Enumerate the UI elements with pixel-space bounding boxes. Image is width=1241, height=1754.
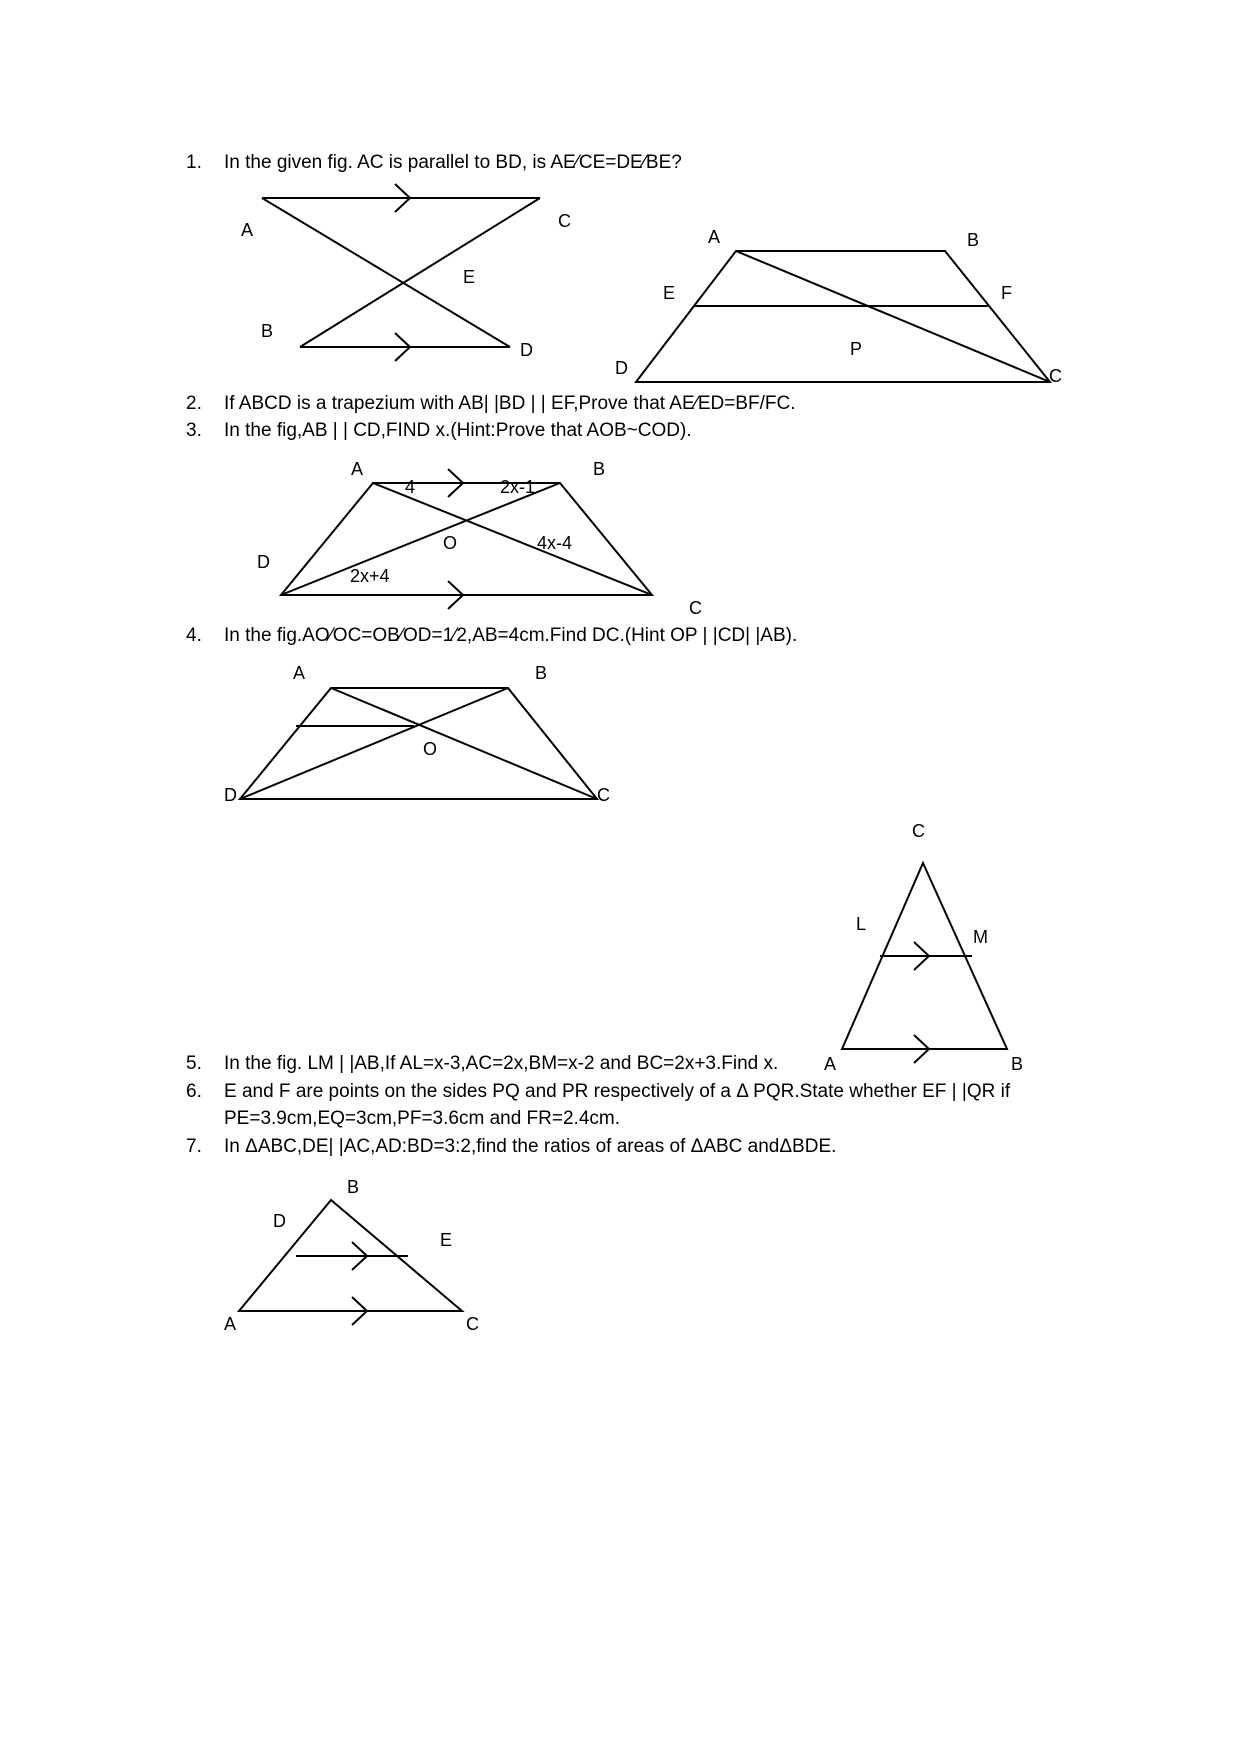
question-number: 6. bbox=[186, 1081, 202, 1102]
label-a: A bbox=[824, 1054, 837, 1074]
label-a: A bbox=[241, 220, 254, 240]
question-number: 3. bbox=[186, 420, 202, 441]
question-number: 2. bbox=[186, 393, 202, 414]
label-c: C bbox=[597, 785, 610, 805]
label-a: A bbox=[224, 1314, 237, 1334]
label-f: F bbox=[1001, 283, 1012, 303]
label-d: D bbox=[520, 340, 533, 360]
label-c: C bbox=[689, 598, 702, 618]
line-ac bbox=[736, 251, 1050, 382]
figure-4 bbox=[224, 663, 610, 805]
line-bd bbox=[240, 688, 508, 799]
label-c: C bbox=[558, 211, 571, 231]
label-m: M bbox=[973, 927, 988, 947]
label-b: B bbox=[347, 1177, 360, 1197]
question-text: In ΔABC,DE| |AC,AD:BD=3:2,find the ratios of areas of ΔABC andΔBDE. bbox=[224, 1136, 837, 1157]
label-p: P bbox=[850, 339, 863, 359]
figure-7 bbox=[224, 1177, 479, 1334]
figure-3 bbox=[257, 459, 702, 618]
question-number: 4. bbox=[186, 625, 202, 646]
label-d: D bbox=[224, 785, 237, 805]
label-a: A bbox=[351, 459, 364, 479]
label-b: B bbox=[1011, 1054, 1024, 1074]
label-e: E bbox=[440, 1230, 453, 1250]
question-text: In the fig. LM | |AB,If AL=x-3,AC=2x,BM=x-2 and BC=2x+3.Find x. bbox=[224, 1053, 779, 1074]
figure-5 bbox=[824, 821, 1023, 1074]
trapezium-abcd bbox=[240, 688, 597, 799]
label-d: D bbox=[273, 1211, 286, 1231]
question-text: PE=3.9cm,EQ=3cm,PF=3.6cm and FR=2.4cm. bbox=[224, 1108, 620, 1129]
label-o: O bbox=[443, 533, 458, 553]
label-b: B bbox=[535, 663, 548, 683]
question-text: If ABCD is a trapezium with AB| |BD | | EF,Prove that AE⁄ED=BF/FC. bbox=[224, 393, 796, 414]
question-text: In the given fig. AC is parallel to BD, is AE⁄CE=DE⁄BE? bbox=[224, 152, 682, 173]
label-c: C bbox=[912, 821, 925, 841]
trapezium-abcd bbox=[281, 483, 652, 595]
question-number: 1. bbox=[186, 152, 202, 173]
label-l: L bbox=[856, 914, 867, 934]
label-o: O bbox=[423, 739, 438, 759]
label-e: E bbox=[463, 267, 476, 287]
question-text: In the fig,AB | | CD,FIND x.(Hint:Prove that AOB~COD). bbox=[224, 420, 692, 441]
label-bo: 2x-1 bbox=[500, 477, 536, 497]
label-od: 2x+4 bbox=[350, 566, 390, 586]
label-e: E bbox=[663, 283, 676, 303]
label-d: D bbox=[257, 552, 270, 572]
line-cb bbox=[300, 198, 540, 347]
label-c: C bbox=[1049, 366, 1062, 386]
label-a: A bbox=[293, 663, 306, 683]
label-a: A bbox=[708, 227, 721, 247]
label-d: D bbox=[615, 358, 628, 378]
question-text: E and F are points on the sides PQ and PR respectively of a Δ PQR.State whether EF | |QR if bbox=[224, 1081, 1011, 1102]
figure-1 bbox=[241, 184, 571, 361]
question-number: 7. bbox=[186, 1136, 202, 1157]
line-bd bbox=[281, 483, 560, 595]
question-number: 5. bbox=[186, 1053, 202, 1074]
label-c: C bbox=[466, 1314, 479, 1334]
line-ac bbox=[331, 688, 597, 799]
label-b: B bbox=[593, 459, 606, 479]
label-b: B bbox=[261, 321, 274, 341]
figure-2 bbox=[615, 227, 1062, 386]
label-oc: 4x-4 bbox=[537, 533, 573, 553]
label-b: B bbox=[967, 230, 980, 250]
line-ac bbox=[373, 483, 652, 595]
label-ao: 4 bbox=[405, 477, 416, 497]
question-text: In the fig.AO⁄OC=OB⁄OD=1⁄2,AB=4cm.Find DC.(Hint OP | |CD| |AB). bbox=[224, 625, 798, 646]
trapezium-abcd bbox=[636, 251, 1050, 382]
